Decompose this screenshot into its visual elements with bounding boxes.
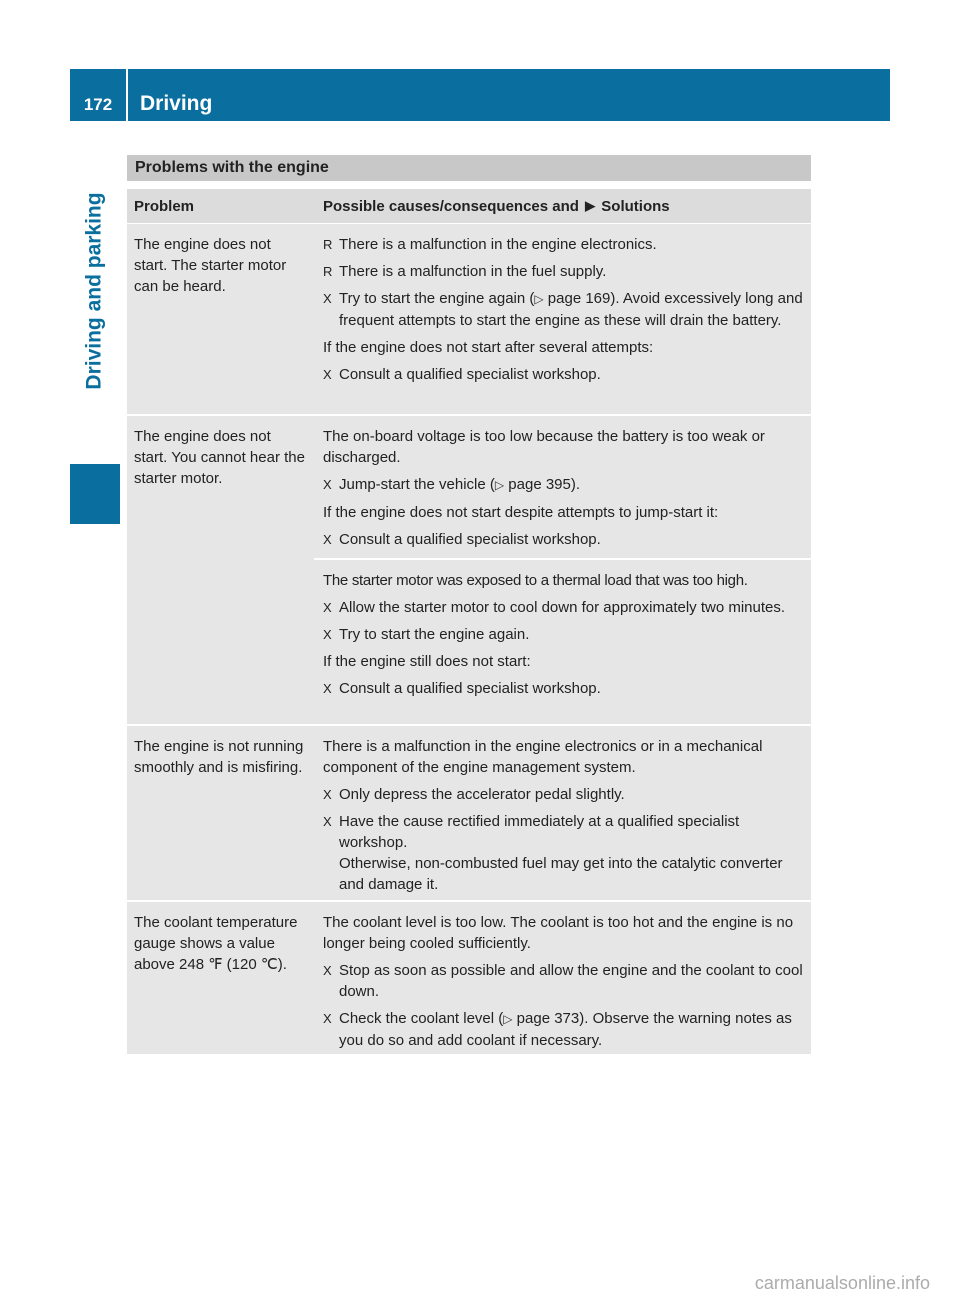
side-tab-label-wrap [70, 121, 120, 461]
step-icon: X [323, 477, 332, 492]
page-ref-icon: ▷ [534, 292, 544, 306]
page-header [70, 69, 890, 121]
section-title: Driving [140, 92, 213, 115]
problems-table [127, 155, 811, 1056]
solution-cell [314, 902, 811, 1054]
list-item [323, 624, 805, 645]
page-number: 172 [83, 95, 113, 114]
step-text: Allow the starter motor to cool down for approximately two minutes. [339, 599, 786, 616]
page-ref-icon: ▷ [503, 1012, 513, 1026]
list-item [323, 811, 805, 895]
list-item [323, 474, 805, 496]
step-text: Try to start the engine again. [339, 626, 530, 643]
list-item [323, 597, 805, 618]
list-item [323, 784, 805, 805]
solution-cell [314, 224, 811, 414]
step-icon: X [323, 600, 332, 615]
page-reference[interactable]: page 373 [516, 1010, 580, 1027]
table-row [127, 902, 811, 1054]
step-text-pre: Jump-start the vehicle ( [339, 476, 495, 493]
bullet-text: There is a malfunction in the engine electronics. [339, 236, 657, 253]
page-reference[interactable]: page 169 [547, 290, 611, 307]
step-text-pre: Check the coolant level ( [339, 1010, 504, 1027]
note-text: If the engine does not start despite attempts to jump-start it: [323, 504, 719, 521]
cause-text: The coolant level is too low. The coolant is too hot and the engine is no longer being cooled sufficiently. [323, 914, 794, 952]
step-icon: X [323, 681, 332, 696]
list-item [323, 288, 805, 331]
step-text-post: ). [570, 476, 581, 493]
cell-divider [314, 558, 811, 560]
step-icon: X [323, 532, 332, 547]
step-text [339, 811, 805, 895]
watermark: carmanualsonline.info [754, 1273, 930, 1293]
list-item [323, 529, 805, 550]
bullet-text: There is a malfunction in the fuel supply. [339, 263, 607, 280]
table-header-row [127, 189, 811, 223]
cause-text: There is a malfunction in the engine electronics or in a mechanical component of the engine management system. [323, 738, 763, 776]
step-text-extra: Otherwise, non-combusted fuel may get into the catalytic converter and damage it. [339, 855, 783, 893]
step-icon: ▶ [585, 198, 596, 213]
step-text: Stop as soon as possible and allow the engine and the coolant to cool down. [339, 962, 803, 1000]
step-text: Consult a qualified specialist workshop. [339, 366, 601, 383]
step-text: Consult a qualified specialist workshop. [339, 531, 601, 548]
list-item [323, 960, 805, 1002]
list-item [323, 261, 805, 282]
table-title: Problems with the engine [127, 155, 811, 181]
problem-cell: The engine does not start. The starter motor can be heard. [134, 236, 287, 295]
side-tab-marker [70, 464, 120, 524]
page-reference[interactable]: page 395 [508, 476, 571, 493]
step-icon: X [323, 814, 332, 829]
list-item [323, 364, 805, 385]
solution-cell [314, 726, 811, 900]
note-text: If the engine still does not start: [323, 653, 531, 670]
list-item [323, 678, 805, 699]
col-header-solutions [314, 189, 811, 223]
step-text [339, 474, 805, 496]
step-text [339, 288, 805, 331]
step-icon: X [323, 291, 332, 306]
page-ref-icon: ▷ [494, 478, 505, 492]
col-header-problem: Problem [134, 197, 195, 215]
step-text-post: ). Avoid excessively long and frequent attempts to start the engine as these will drain the battery. [339, 290, 803, 329]
problem-cell: The engine does not start. You cannot hear the starter motor. [134, 428, 305, 487]
step-icon: X [323, 1011, 332, 1026]
bullet-icon: R [323, 264, 333, 279]
step-icon: X [323, 367, 332, 382]
step-icon: X [323, 787, 332, 802]
step-icon: X [323, 963, 332, 978]
table-row [127, 224, 811, 414]
header-divider [126, 69, 128, 121]
list-item [323, 1008, 805, 1051]
cause-text: The starter motor was exposed to a thermal load that was too high. [323, 572, 748, 589]
problem-cell: The coolant temperature gauge shows a value above 248 ℉ (120 ℃). [134, 914, 298, 973]
step-text: Only depress the accelerator pedal slightly. [339, 786, 625, 803]
step-text-pre: Try to start the engine again ( [339, 290, 535, 307]
note-text: If the engine does not start after several attempts: [323, 339, 654, 356]
cause-text: The on-board voltage is too low because the battery is too weak or discharged. [323, 428, 765, 466]
step-text-post: ). Observe the warning notes as you do so and add coolant if necessary. [339, 1010, 792, 1049]
step-text [339, 1008, 805, 1051]
step-text: Consult a qualified specialist workshop. [339, 680, 601, 697]
step-icon: X [323, 627, 332, 642]
side-tab-label: Driving and parking [83, 192, 107, 390]
solution-cell [314, 416, 811, 724]
table-row [127, 416, 811, 724]
table-row [127, 726, 811, 900]
list-item [323, 234, 805, 255]
col-header-solutions-text: Possible causes/consequences and [323, 197, 579, 215]
col-header-solutions-suffix: Solutions [601, 197, 670, 215]
problem-cell: The engine is not running smoothly and is misfiring. [134, 738, 304, 776]
step-text-main: Have the cause rectified immediately at a qualified specialist workshop. [339, 813, 740, 851]
bullet-icon: R [323, 237, 333, 252]
